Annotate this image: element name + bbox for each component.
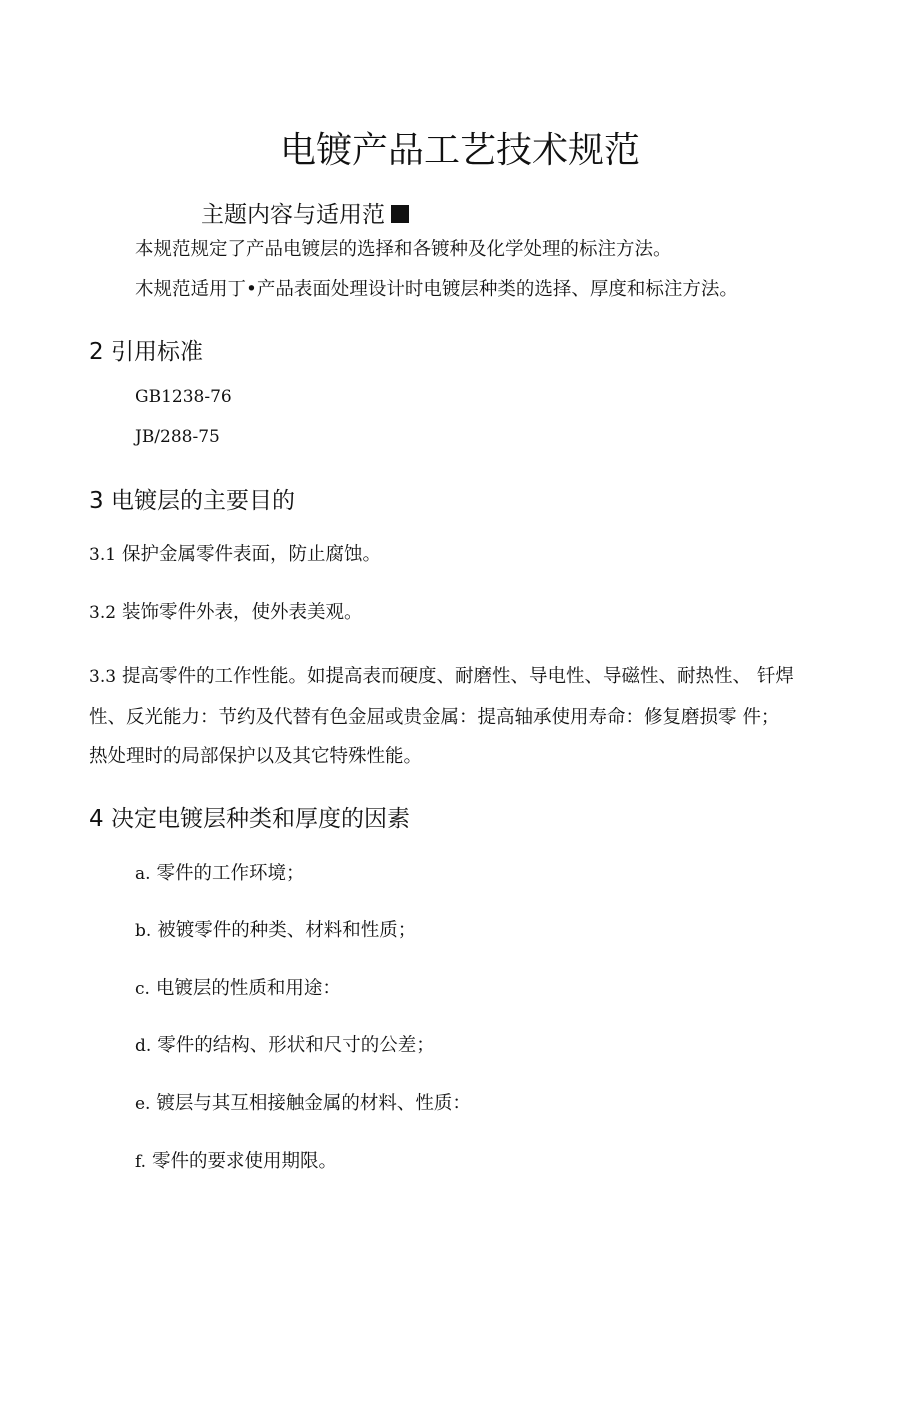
item-text: 装饰零件外表，使外表美观。 [121, 602, 363, 623]
section1-paragraph1: 本规范规定了产品电镀层的选择和各镀种及化学处理的标注方法。 [135, 239, 672, 260]
item-text: 零件的工作环境； [156, 863, 305, 884]
section4-item-a [135, 859, 304, 885]
item-text: 镀层与其互相接触金属的材料、性质： [156, 1093, 471, 1114]
item-text: 被镀零件的种类、材料和性质； [157, 920, 417, 941]
item-letter: d. [135, 1036, 152, 1056]
item-text: 提高零件的工作性能。如提高表而硬度、耐磨性、导电性、导磁性、耐热性、 钎焊 [121, 666, 794, 687]
section3-heading: 3 电镀层的主要目的 [89, 488, 295, 514]
square-block-icon [391, 205, 409, 223]
section3-item-2 [89, 598, 362, 624]
item-letter: a. [135, 864, 151, 884]
section4-item-c [135, 974, 341, 1000]
item-number: 3.2 [89, 603, 117, 623]
section4-item-b [135, 916, 416, 942]
item-letter: c. [135, 979, 150, 999]
item-text: 保护金属零件表面，防止腐蚀。 [121, 544, 381, 565]
section3-item-3-continuation-1: 性、反光能力：节约及代替有色金屈或贵金属：提高轴承使用寿命：修复磨损零 件； [89, 707, 780, 728]
item-letter: b. [135, 921, 152, 941]
item-text: 零件的要求使用期限。 [151, 1151, 337, 1172]
section4-item-e [135, 1089, 471, 1115]
section1-heading [201, 196, 409, 229]
section2-heading: 2 引用标准 [89, 339, 203, 365]
section4-item-d [135, 1031, 435, 1057]
section4-item-f [135, 1147, 337, 1173]
section1-heading-text: 主题内容与适用范 [201, 202, 385, 228]
section3-item-3 [89, 662, 794, 688]
section3-item-3-continuation-2: 热处理时的局部保护以及其它特殊性能。 [89, 746, 423, 767]
section4-heading: 4 决定电镀层种类和厚度的因素 [89, 806, 410, 832]
reference-standard-2: JB/288-75 [135, 427, 220, 447]
section3-item-1 [89, 540, 381, 566]
item-text: 零件的结构、形状和尺寸的公差； [157, 1035, 435, 1056]
item-number: 3.1 [89, 545, 117, 565]
reference-standard-1: GB1238-76 [135, 387, 232, 407]
item-letter: e. [135, 1094, 151, 1114]
document-title: 电镀产品工艺技术规范 [279, 130, 640, 171]
item-letter: f. [135, 1152, 147, 1172]
item-number: 3.3 [89, 667, 117, 687]
section1-paragraph2: 木规范适用丁•产品表面处理设计时电镀层种类的选择、厚度和标注方法。 [135, 279, 738, 300]
item-text: 电镀层的性质和用途： [155, 978, 341, 999]
